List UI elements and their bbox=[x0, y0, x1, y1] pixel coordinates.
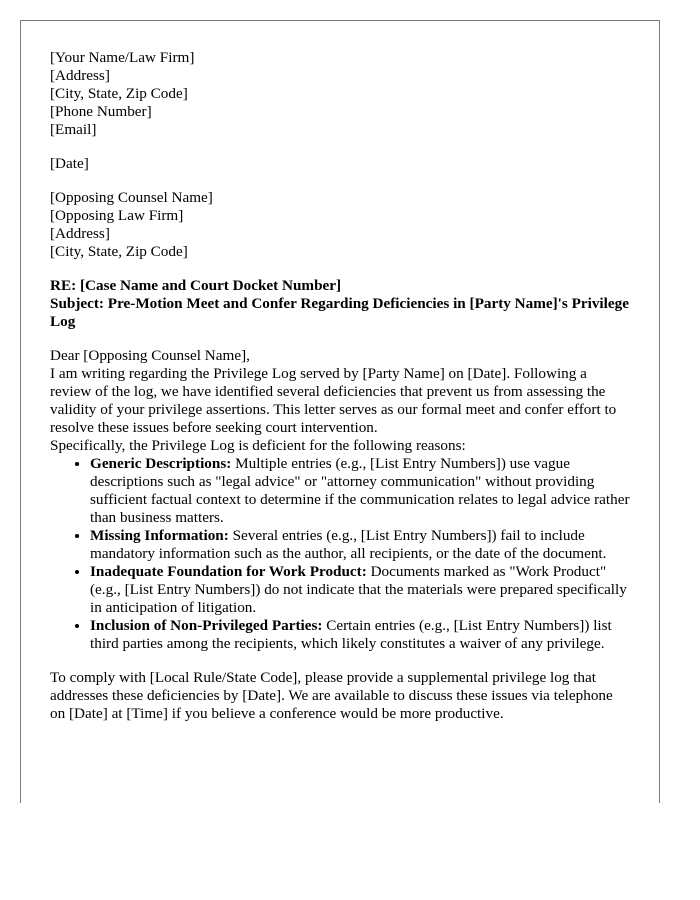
reason-title: Generic Descriptions: bbox=[90, 455, 232, 472]
reason-title: Inclusion of Non-Privileged Parties: bbox=[90, 617, 323, 634]
reason-text: Several entries (e.g., [List Entry Numbers]) fail to include mandatory information such as the author, all recipients, or the date of the document. bbox=[90, 527, 607, 562]
recipient-name: [Opposing Counsel Name] bbox=[50, 189, 213, 206]
reason-text: Multiple entries (e.g., [List Entry Numbers]) use vague descriptions such as "legal advice" or "attorney communication" without providing sufficient factual context to determine if the communication relates to legal advice rather than business matters. bbox=[90, 455, 630, 526]
recipient-firm: [Opposing Law Firm] bbox=[50, 207, 184, 224]
intro-paragraph: I am writing regarding the Privilege Log served by [Party Name] on [Date]. Following a review of the log, we have identified several deficiencies that prevent us from assessing the validity of your privilege assertions. This letter serves as our formal meet and confer effort to resolve these issues before seeking court intervention. bbox=[50, 365, 617, 436]
reasons-intro: Specifically, the Privilege Log is deficient for the following reasons: bbox=[50, 437, 466, 454]
sender-email: [Email] bbox=[50, 121, 97, 138]
reason-text: Documents marked as "Work Product" (e.g., [List Entry Numbers]) do not indicate that the materials were prepared specifically in anticipation of litigation. bbox=[90, 563, 627, 616]
sender-phone: [Phone Number] bbox=[50, 103, 152, 120]
letter-content bbox=[50, 49, 630, 723]
re-subject-block bbox=[50, 277, 630, 331]
list-item bbox=[90, 563, 630, 617]
reasons-list bbox=[50, 455, 630, 653]
re-line: RE: [Case Name and Court Docket Number] bbox=[50, 277, 342, 294]
sender-name: [Your Name/Law Firm] bbox=[50, 49, 195, 66]
reason-title: Missing Information: bbox=[90, 527, 229, 544]
list-item bbox=[90, 455, 630, 527]
reason-title: Inadequate Foundation for Work Product: bbox=[90, 563, 367, 580]
letter-page bbox=[20, 20, 660, 803]
closing-paragraph: To comply with [Local Rule/State Code], please provide a supplemental privilege log that addresses these deficiencies by [Date]. We are available to discuss these issues via telephone on [Date] at [Time] if you believe a conference would be more productive. bbox=[50, 669, 613, 722]
list-item bbox=[90, 617, 630, 653]
letter-date: [Date] bbox=[50, 155, 89, 172]
reason-text: Certain entries (e.g., [List Entry Numbers]) list third parties among the recipients, which likely constitutes a waiver of any privilege. bbox=[90, 617, 612, 652]
sender-address: [Address] bbox=[50, 67, 110, 84]
date-block bbox=[50, 155, 630, 173]
recipient-city-state-zip: [City, State, Zip Code] bbox=[50, 243, 188, 260]
recipient-address: [Address] bbox=[50, 225, 110, 242]
salutation: Dear [Opposing Counsel Name], bbox=[50, 347, 250, 364]
recipient-block bbox=[50, 189, 630, 261]
sender-city-state-zip: [City, State, Zip Code] bbox=[50, 85, 188, 102]
sender-block bbox=[50, 49, 630, 139]
list-item bbox=[90, 527, 630, 563]
subject-line: Subject: Pre-Motion Meet and Confer Regarding Deficiencies in [Party Name]'s Privilege Log bbox=[50, 295, 629, 330]
